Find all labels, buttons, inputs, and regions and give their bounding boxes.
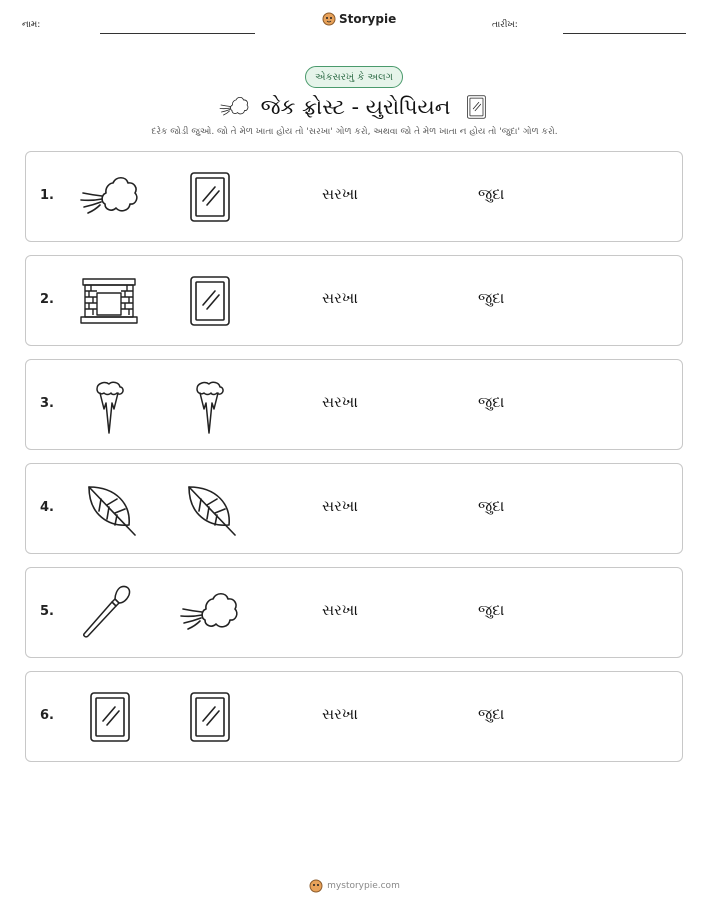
option-different[interactable]: જુદા [478, 601, 505, 619]
question-number: 5. [40, 604, 54, 619]
option-same[interactable]: સરખા [322, 705, 358, 723]
question-row [25, 463, 683, 554]
wind-icon [179, 583, 239, 643]
option-same[interactable]: સરખા [322, 601, 358, 619]
mirror-icon [179, 167, 239, 227]
mirror-icon [179, 687, 239, 747]
icicle-icon [179, 375, 239, 435]
mascot-icon [322, 12, 336, 26]
option-same[interactable]: સરખા [322, 289, 358, 307]
page-title: જેક ફ્રોસ્ટ - યુરોપિયન [260, 94, 451, 119]
brand-name: Storypie [339, 12, 397, 26]
question-number: 1. [40, 188, 54, 203]
mirror-icon [179, 271, 239, 331]
option-same[interactable]: સરખા [322, 393, 358, 411]
name-input-line[interactable] [100, 33, 255, 34]
instructions: દરેક જોડી જુઓ. જો તે મેળ ખાતા હોય તો 'સરખા' ગોળ કરો, અથવા જો તે મેળ ખાતા ન હોય તો 'જુદા' ગોળ કરો. [151, 127, 558, 137]
title-row [0, 88, 709, 126]
wind-icon [79, 167, 139, 227]
question-row [25, 567, 683, 658]
question-row [25, 671, 683, 762]
footer-url[interactable]: mystorypie.com [327, 881, 400, 891]
leaf-icon [79, 479, 139, 539]
question-row [25, 255, 683, 346]
name-label: નામ: [22, 20, 41, 30]
question-row [25, 359, 683, 450]
wind-icon [219, 92, 249, 122]
date-label: તારીખ: [492, 20, 518, 30]
mirror-icon [79, 687, 139, 747]
leaf-icon [179, 479, 239, 539]
question-row [25, 151, 683, 242]
question-number: 3. [40, 396, 54, 411]
option-same[interactable]: સરખા [322, 185, 358, 203]
option-different[interactable]: જુદા [478, 497, 505, 515]
mirror-icon [462, 91, 490, 123]
worksheet-type-badge: એકસરખું કે અલગ [305, 66, 403, 88]
date-input-line[interactable] [563, 33, 686, 34]
icicle-icon [79, 375, 139, 435]
option-same[interactable]: સરખા [322, 497, 358, 515]
option-different[interactable]: જુદા [478, 289, 505, 307]
question-number: 2. [40, 292, 54, 307]
option-different[interactable]: જુદા [478, 185, 505, 203]
fireplace-icon [79, 271, 139, 331]
footer [0, 879, 709, 893]
option-different[interactable]: જુદા [478, 705, 505, 723]
option-different[interactable]: જુદા [478, 393, 505, 411]
question-number: 4. [40, 500, 54, 515]
storypie-logo [322, 12, 396, 26]
paintbrush-icon [79, 583, 139, 643]
question-number: 6. [40, 708, 54, 723]
mascot-icon [309, 879, 323, 893]
